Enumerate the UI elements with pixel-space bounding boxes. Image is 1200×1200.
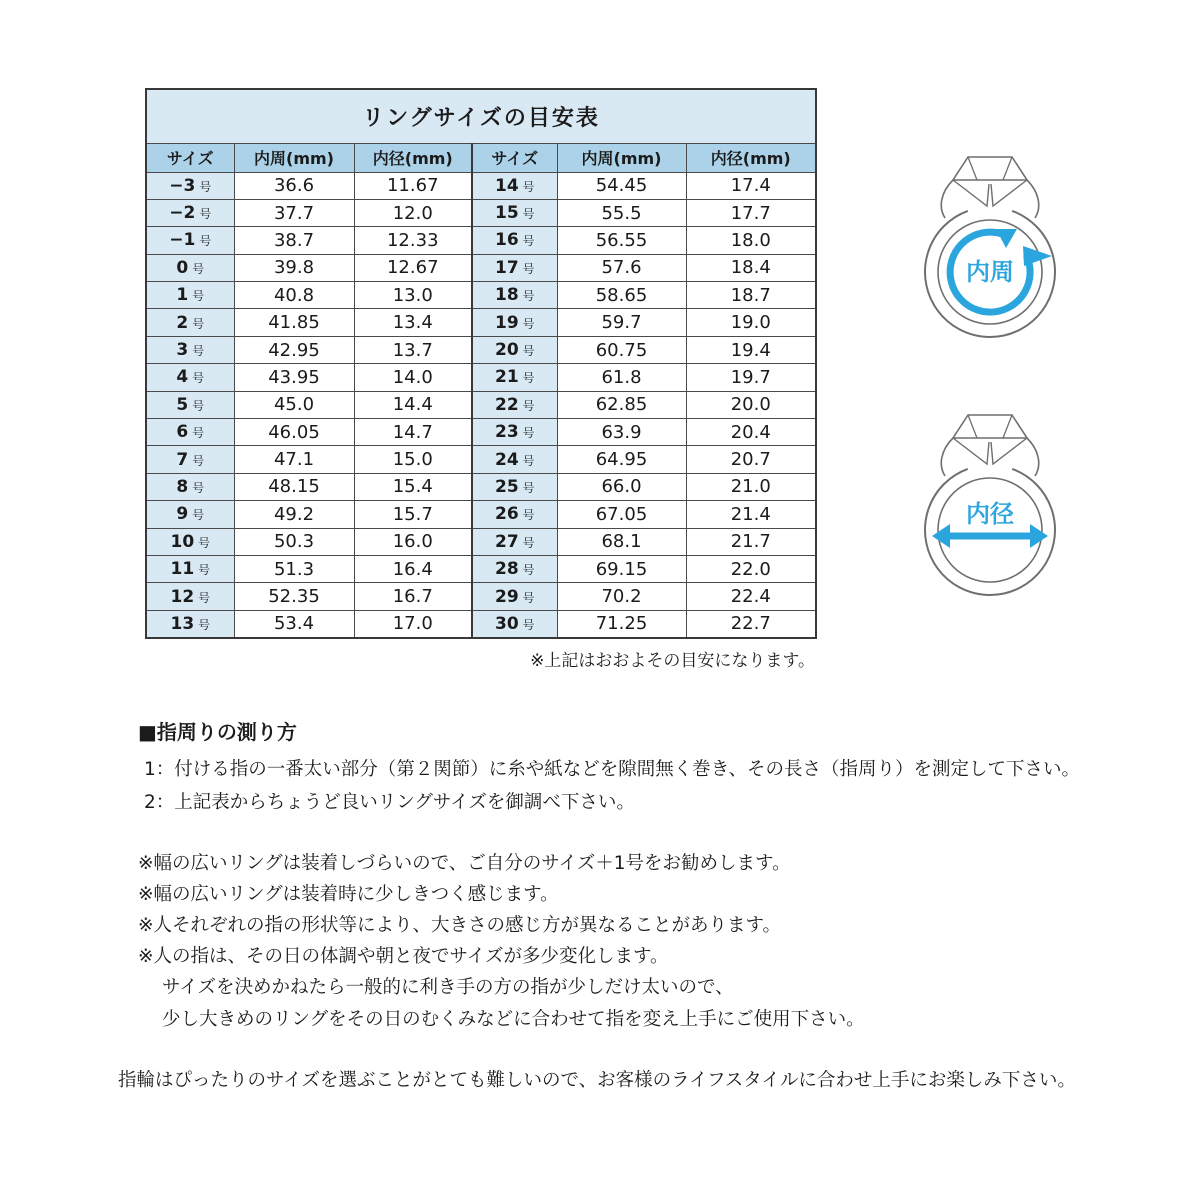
note-line: ※人それぞれの指の形状等により、大きさの感じ方が異なることがあります。 (138, 915, 782, 936)
table-header-row (146, 143, 816, 172)
size-cell: 20 号 (472, 336, 557, 363)
size-cell: 0 号 (146, 254, 234, 281)
size-cell: 24 号 (472, 446, 557, 473)
size-cell: 23 号 (472, 419, 557, 446)
value-cell: 52.35 (234, 583, 354, 610)
value-cell: 53.4 (234, 610, 354, 637)
table-footnote: ※上記はおおよその目安になります。 (530, 651, 815, 671)
ring-circumference-diagram (905, 152, 1075, 347)
table-row (146, 583, 816, 610)
value-cell: 60.75 (557, 336, 686, 363)
size-cell: 6 号 (146, 419, 234, 446)
value-cell: 71.25 (557, 610, 686, 637)
table-row (146, 254, 816, 281)
size-cell: 9 号 (146, 501, 234, 528)
measuring-step: 2：上記表からちょうど良いリングサイズを御調べ下さい。 (144, 792, 635, 813)
size-cell: −2 号 (146, 199, 234, 226)
value-cell: 11.67 (354, 172, 472, 199)
value-cell: 39.8 (234, 254, 354, 281)
value-cell: 13.7 (354, 336, 472, 363)
column-header-size: サイズ (472, 143, 557, 172)
value-cell: 67.05 (557, 501, 686, 528)
value-cell: 17.7 (686, 199, 816, 226)
ring-with-diamond-icon (905, 410, 1075, 605)
value-cell: 59.7 (557, 309, 686, 336)
note-line: ※人の指は、その日の体調や朝と夜でサイズが多少変化します。 (138, 946, 669, 967)
size-cell: 11 号 (146, 555, 234, 582)
value-cell: 63.9 (557, 419, 686, 446)
value-cell: 38.7 (234, 227, 354, 254)
table-row (146, 419, 816, 446)
column-header-diameter: 内径(mm) (686, 143, 816, 172)
size-cell: 29 号 (472, 583, 557, 610)
circumference-label: 内周 (966, 258, 1014, 286)
table-row (146, 199, 816, 226)
table-row (146, 473, 816, 500)
value-cell: 56.55 (557, 227, 686, 254)
value-cell: 12.67 (354, 254, 472, 281)
table-row (146, 391, 816, 418)
value-cell: 49.2 (234, 501, 354, 528)
note-line: ※幅の広いリングは装着時に少しきつく感じます。 (138, 884, 559, 905)
value-cell: 62.85 (557, 391, 686, 418)
measuring-heading: ■指周りの測り方 (138, 720, 297, 744)
value-cell: 58.65 (557, 282, 686, 309)
value-cell: 16.4 (354, 555, 472, 582)
closing-remark: 指輪はぴったりのサイズを選ぶことがとても難しいので、お客様のライフスタイルに合わせ上手にお楽しみ下さい。 (118, 1070, 1076, 1091)
size-cell: 18 号 (472, 282, 557, 309)
value-cell: 37.7 (234, 199, 354, 226)
table-row (146, 172, 816, 199)
value-cell: 61.8 (557, 364, 686, 391)
value-cell: 21.4 (686, 501, 816, 528)
measuring-step: 1：付ける指の一番太い部分（第２関節）に糸や紙などを隙間無く巻き、その長さ（指周り）を測定して下さい。 (144, 759, 1081, 780)
value-cell: 69.15 (557, 555, 686, 582)
ring-diameter-diagram (905, 410, 1075, 605)
size-cell: 25 号 (472, 473, 557, 500)
value-cell: 18.0 (686, 227, 816, 254)
ring-with-diamond-icon (905, 152, 1075, 347)
size-cell: 22 号 (472, 391, 557, 418)
size-cell: −3 号 (146, 172, 234, 199)
value-cell: 47.1 (234, 446, 354, 473)
table-row (146, 227, 816, 254)
size-cell: 21 号 (472, 364, 557, 391)
value-cell: 22.4 (686, 583, 816, 610)
value-cell: 15.7 (354, 501, 472, 528)
value-cell: 17.4 (686, 172, 816, 199)
table-row (146, 555, 816, 582)
value-cell: 64.95 (557, 446, 686, 473)
ring-size-table (145, 88, 817, 639)
table-row (146, 446, 816, 473)
diameter-label: 内径 (966, 500, 1014, 528)
value-cell: 18.4 (686, 254, 816, 281)
size-cell: 12 号 (146, 583, 234, 610)
value-cell: 21.7 (686, 528, 816, 555)
note-line: ※幅の広いリングは装着しづらいので、ご自分のサイズ＋1号をお勧めします。 (138, 853, 791, 874)
value-cell: 21.0 (686, 473, 816, 500)
size-cell: 13 号 (146, 610, 234, 637)
size-table-body (146, 172, 816, 638)
value-cell: 55.5 (557, 199, 686, 226)
value-cell: 22.7 (686, 610, 816, 637)
size-cell: −1 号 (146, 227, 234, 254)
value-cell: 15.4 (354, 473, 472, 500)
value-cell: 14.4 (354, 391, 472, 418)
table-row (146, 364, 816, 391)
value-cell: 20.7 (686, 446, 816, 473)
size-cell: 17 号 (472, 254, 557, 281)
size-cell: 5 号 (146, 391, 234, 418)
value-cell: 41.85 (234, 309, 354, 336)
value-cell: 14.0 (354, 364, 472, 391)
size-cell: 2 号 (146, 309, 234, 336)
size-cell: 19 号 (472, 309, 557, 336)
size-cell: 1 号 (146, 282, 234, 309)
note-continuation: サイズを決めかねたら一般的に利き手の方の指が少しだけ太いので、 (162, 977, 734, 998)
size-cell: 7 号 (146, 446, 234, 473)
value-cell: 48.15 (234, 473, 354, 500)
value-cell: 15.0 (354, 446, 472, 473)
note-continuation: 少し大きめのリングをその日のむくみなどに合わせて指を変え上手にご使用下さい。 (162, 1009, 865, 1030)
value-cell: 68.1 (557, 528, 686, 555)
value-cell: 45.0 (234, 391, 354, 418)
table-title: リングサイズの目安表 (146, 89, 816, 143)
value-cell: 12.33 (354, 227, 472, 254)
value-cell: 13.0 (354, 282, 472, 309)
value-cell: 20.4 (686, 419, 816, 446)
size-cell: 4 号 (146, 364, 234, 391)
value-cell: 17.0 (354, 610, 472, 637)
table-row (146, 528, 816, 555)
value-cell: 12.0 (354, 199, 472, 226)
value-cell: 19.0 (686, 309, 816, 336)
size-cell: 8 号 (146, 473, 234, 500)
value-cell: 19.4 (686, 336, 816, 363)
value-cell: 54.45 (557, 172, 686, 199)
size-cell: 14 号 (472, 172, 557, 199)
value-cell: 22.0 (686, 555, 816, 582)
value-cell: 42.95 (234, 336, 354, 363)
value-cell: 16.7 (354, 583, 472, 610)
value-cell: 19.7 (686, 364, 816, 391)
size-cell: 3 号 (146, 336, 234, 363)
table-row (146, 282, 816, 309)
column-header-circumference: 内周(mm) (557, 143, 686, 172)
value-cell: 57.6 (557, 254, 686, 281)
size-cell: 16 号 (472, 227, 557, 254)
size-cell: 30 号 (472, 610, 557, 637)
column-header-circumference: 内周(mm) (234, 143, 354, 172)
value-cell: 51.3 (234, 555, 354, 582)
value-cell: 16.0 (354, 528, 472, 555)
size-cell: 15 号 (472, 199, 557, 226)
value-cell: 18.7 (686, 282, 816, 309)
value-cell: 43.95 (234, 364, 354, 391)
column-header-size: サイズ (146, 143, 234, 172)
value-cell: 46.05 (234, 419, 354, 446)
table-row (146, 309, 816, 336)
value-cell: 50.3 (234, 528, 354, 555)
table-row (146, 336, 816, 363)
size-cell: 26 号 (472, 501, 557, 528)
table-row (146, 610, 816, 637)
table-title-row (146, 89, 816, 143)
value-cell: 70.2 (557, 583, 686, 610)
size-cell: 10 号 (146, 528, 234, 555)
table-row (146, 501, 816, 528)
value-cell: 14.7 (354, 419, 472, 446)
size-cell: 27 号 (472, 528, 557, 555)
value-cell: 13.4 (354, 309, 472, 336)
value-cell: 36.6 (234, 172, 354, 199)
size-cell: 28 号 (472, 555, 557, 582)
value-cell: 20.0 (686, 391, 816, 418)
column-header-diameter: 内径(mm) (354, 143, 472, 172)
value-cell: 66.0 (557, 473, 686, 500)
value-cell: 40.8 (234, 282, 354, 309)
